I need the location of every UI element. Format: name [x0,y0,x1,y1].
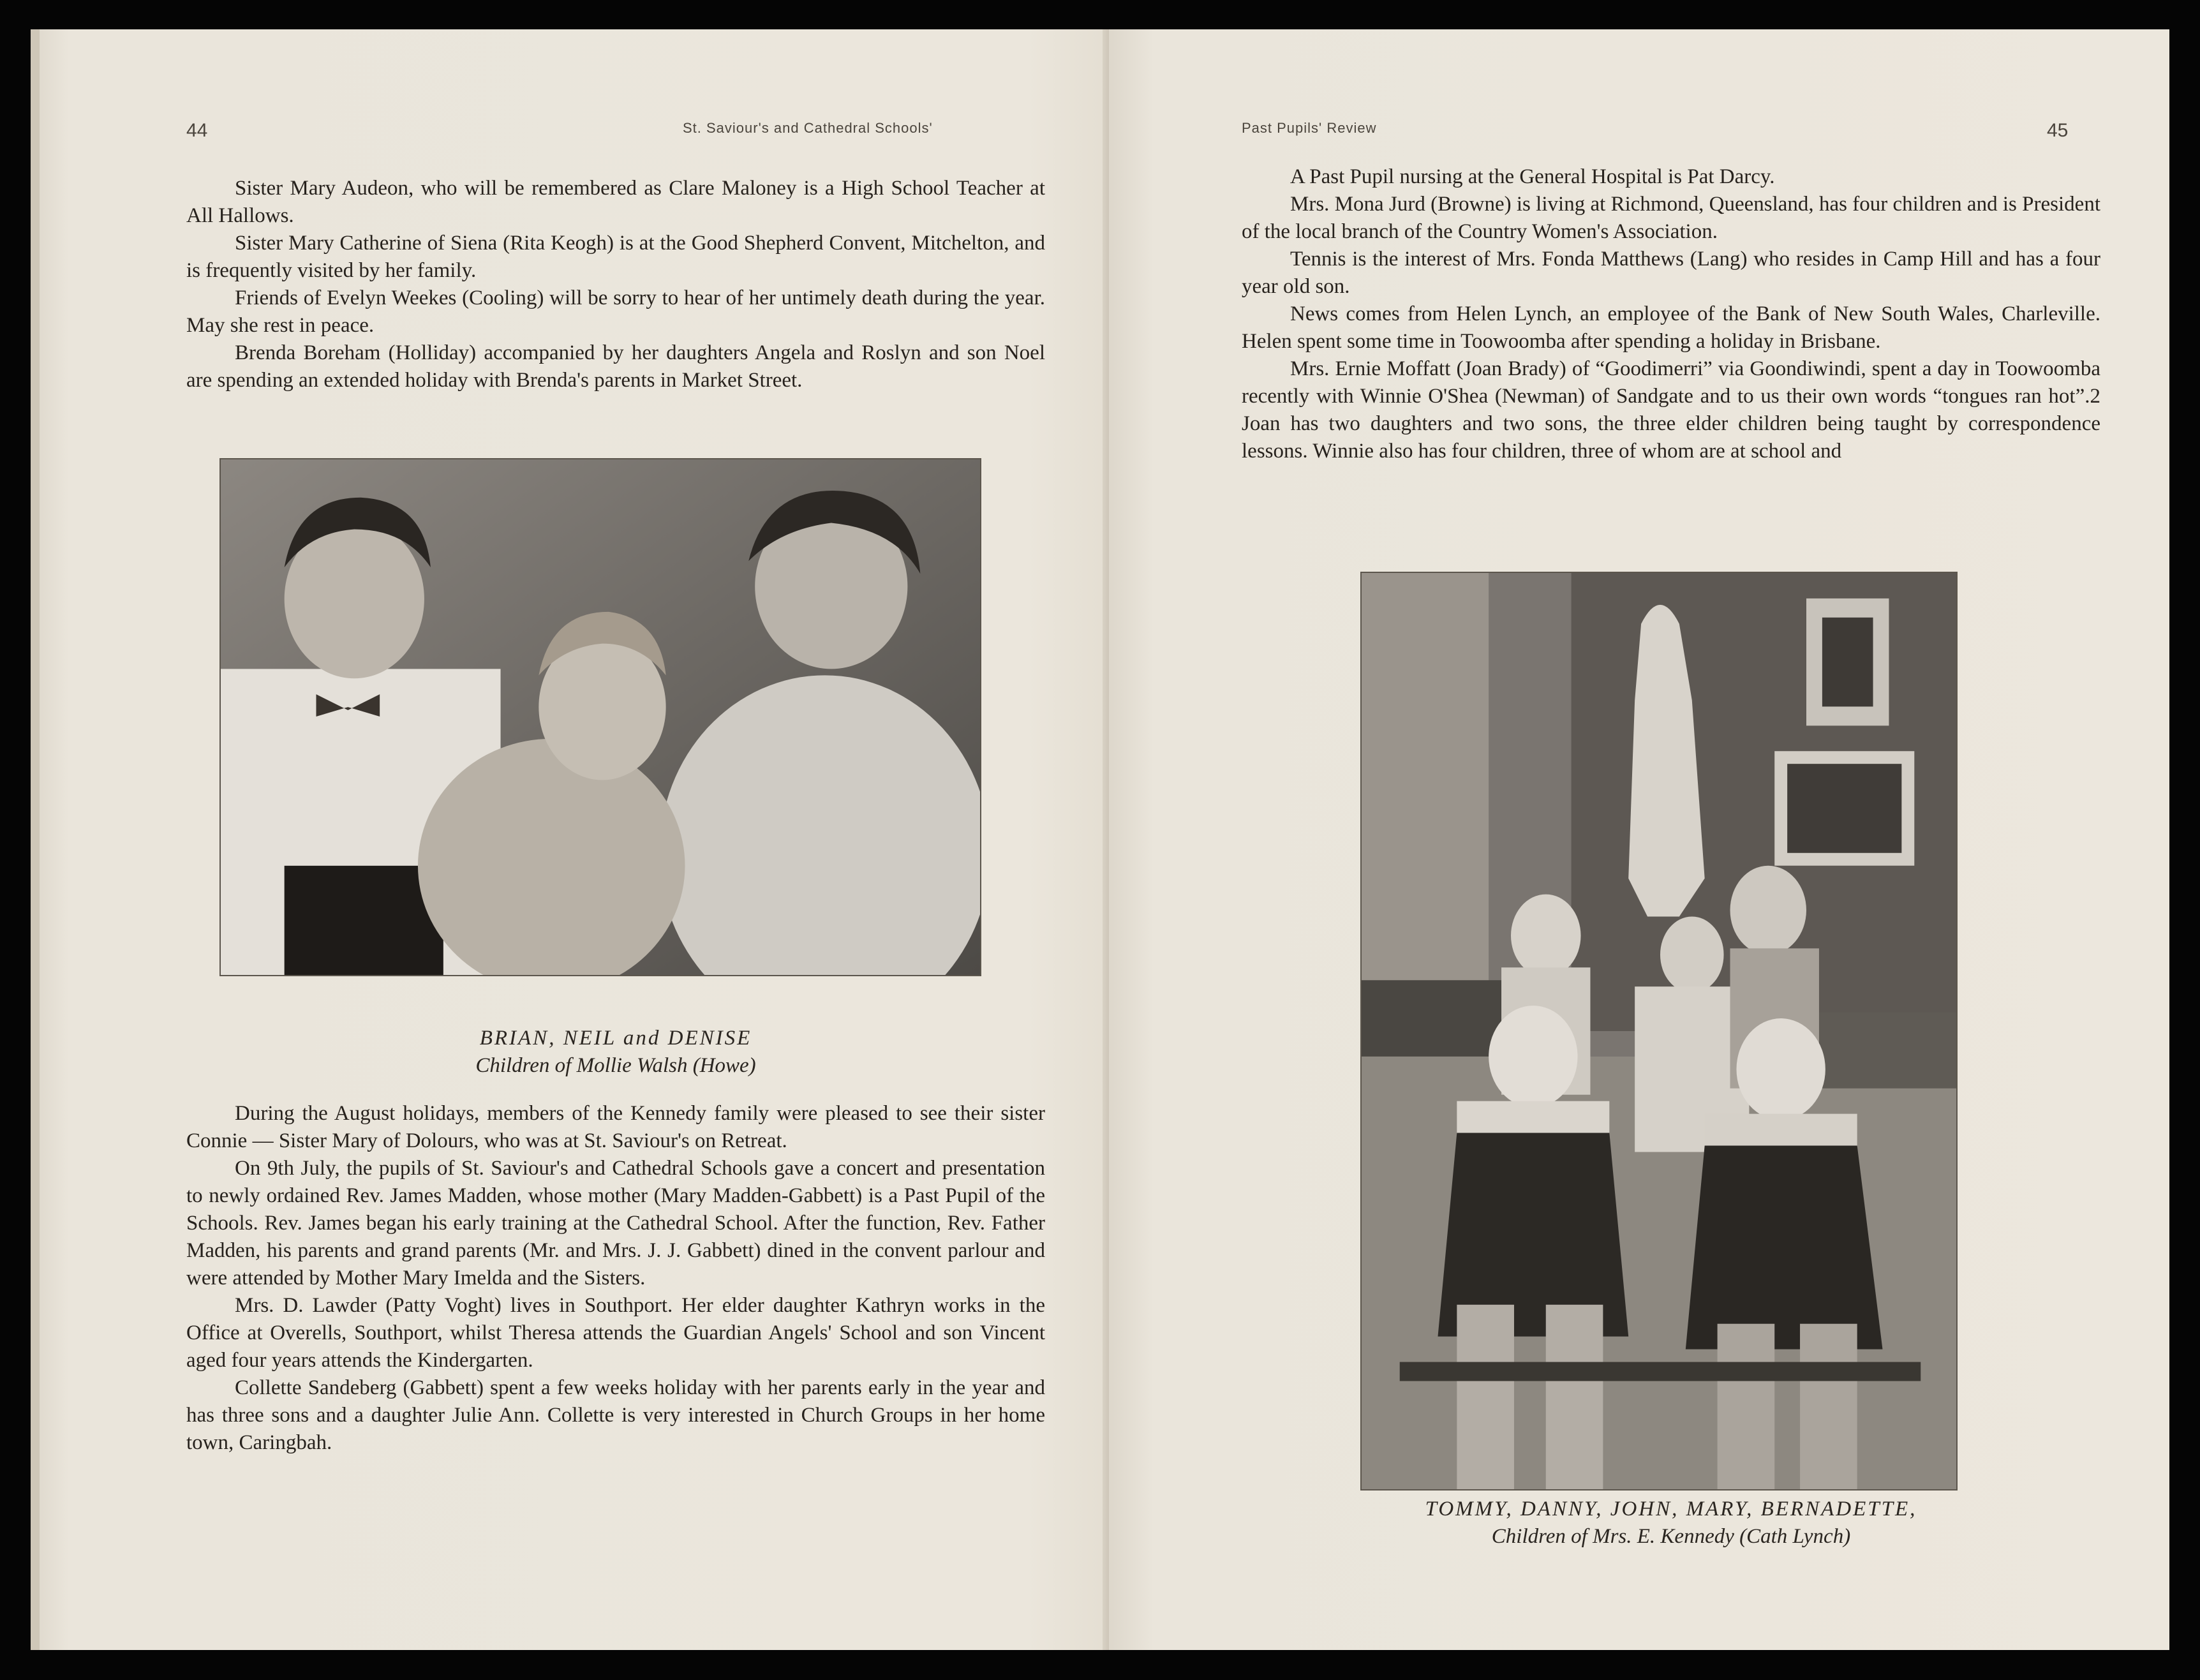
photo-caption-right [1242,1496,2100,1550]
page-number-left: 44 [186,120,208,141]
book-spread [31,29,2169,1650]
photo-brian-neil-denise [219,458,981,976]
photo-kennedy-children [1360,572,1958,1490]
paragraph: Friends of Evelyn Weekes (Cooling) will be sorry to hear of her untimely death during the year. May she rest in peace. [186,286,1045,337]
right-text [1242,163,2100,465]
paragraph: Mrs. Ernie Moffatt (Joan Brady) of “Goodimerri” via Goondiwindi, spent a day in Toowoomba recently with Winnie O'Shea (Newman) of Sandgate and to us their own words “tongues ran hot”.2 Joan has two daughters and two sons, the three elder children being taught by correspondence lessons. Winnie also has four children, three of whom are at school and [1242,357,2100,463]
left-top-text [186,175,1045,394]
page-number-right: 45 [2047,120,2069,141]
paragraph: News comes from Helen Lynch, an employee of the Bank of New South Wales, Charleville. Helen spent some time in Toowoomba after spending a holiday in Brisbane. [1242,302,2100,353]
paragraph: Brenda Boreham (Holliday) accompanied by her daughters Angela and Roslyn and son Noel are spending an extended holiday with Brenda's parents in Market Street. [186,341,1045,392]
paragraph: Sister Mary Audeon, who will be remembered as Clare Maloney is a High School Teacher at All Hallows. [186,177,1045,227]
caption-title: TOMMY, DANNY, JOHN, MARY, BERNADETTE, [1425,1498,1917,1520]
paragraph: Mrs. D. Lawder (Patty Voght) lives in Southport. Her elder daughter Kathryn works in the Office at Overells, Southport, whilst Theresa attends the Guardian Angels' School and son Vincent aged four years attends the Kindergarten. [186,1294,1045,1372]
left-bottom-text [186,1100,1045,1457]
photo-caption-left [186,1025,1045,1080]
paragraph: On 9th July, the pupils of St. Saviour's and Cathedral Schools gave a concert and presentation to newly ordained Rev. James Madden, whose mother (Mary Madden-Gabbett) is a Past Pupil of the Schools. Rev. James began his early training at the Cathedral School. After the function, Rev. Father Madden, his parents and grand parents (Mr. and Mrs. J. J. Gabbett) dined in the convent parlour and were attended by Mother Mary Imelda and the Sisters. [186,1157,1045,1290]
running-head-right: Past Pupils' Review [1242,120,1377,136]
running-head-left: St. Saviour's and Cathedral Schools' [683,120,933,136]
paragraph: A Past Pupil nursing at the General Hospital is Pat Darcy. [1290,165,1775,188]
left-page [31,29,1109,1650]
children-outdoor-image [1362,573,1956,1489]
paragraph: Sister Mary Catherine of Siena (Rita Keogh) is at the Good Shepherd Convent, Mitchelton, and is frequently visited by her family. [186,232,1045,282]
page-edge [31,29,40,1650]
paragraph: Mrs. Mona Jurd (Browne) is living at Richmond, Queensland, has four children and is President of the local branch of the Country Women's Association. [1242,193,2100,243]
paragraph: Collette Sandeberg (Gabbett) spent a few weeks holiday with her parents early in the year and has three sons and a daughter Julie Ann. Collette is very interested in Church Groups in her home town, Caringbah. [186,1376,1045,1454]
children-portrait-image [221,459,980,975]
paragraph: Tennis is the interest of Mrs. Fonda Matthews (Lang) who resides in Camp Hill and has a four year old son. [1242,248,2100,298]
caption-subtitle: Children of Mollie Walsh (Howe) [475,1054,756,1077]
caption-title: BRIAN, NEIL and DENISE [479,1027,752,1050]
paragraph: During the August holidays, members of the Kennedy family were pleased to see their sister Connie — Sister Mary of Dolours, who was at St. Saviour's on Retreat. [186,1102,1045,1152]
right-page [1109,29,2169,1650]
caption-subtitle: Children of Mrs. E. Kennedy (Cath Lynch) [1491,1525,1851,1548]
